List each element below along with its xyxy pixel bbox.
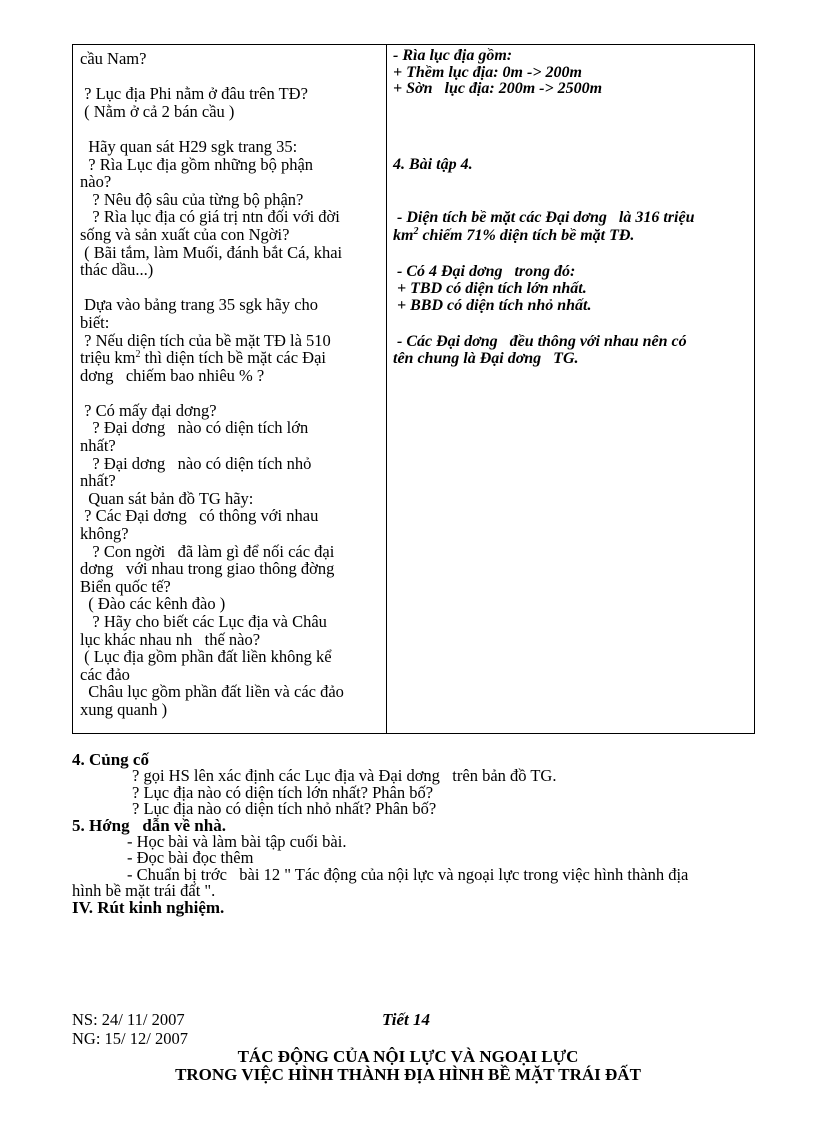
left-line: dơng chiếm bao nhiêu % ? (80, 365, 265, 385)
left-line: lục khác nhau nh thế nào? (80, 629, 261, 649)
oceans-count-block (393, 263, 592, 314)
left-line: Hãy quan sát H29 sgk trang 35: (80, 136, 298, 156)
left-line (80, 120, 380, 138)
consolidation-item: ? Lục địa nào có diện tích nhỏ nhất? Phân bố? (132, 799, 437, 819)
right-line: - Các Đại dơng đều thông với nhau nên có (393, 333, 687, 350)
left-line: ? Nếu diện tích của bề mặt TĐ là 510 (80, 330, 331, 350)
left-line-km2: triệu $km^2$ thì diện tích bề mặt các Đại (80, 348, 327, 368)
right-line: + Sờn lục địa: 200m -> 2500m (393, 80, 603, 97)
continental-margin-block (393, 48, 602, 98)
content-column (387, 45, 754, 733)
ng-date: NG: 15/ 12/ 2007 (72, 1029, 188, 1048)
left-line: xung quanh ) (80, 699, 168, 719)
left-line: nhất? (80, 471, 116, 491)
right-line: - Rìa lục địa gồm: (393, 47, 513, 64)
left-line: sống và sản xuất của con Ngời? (80, 224, 290, 244)
ns-date: NS: 24/ 11/ 2007 (72, 1010, 185, 1029)
left-line: biết: (80, 312, 110, 332)
left-line: Châu lục gồm phần đất liền và các đảo (80, 682, 344, 702)
section-heading-consolidation: 4. Củng cố (72, 750, 149, 769)
left-line: ? Hãy cho biết các Lục địa và Châu (80, 612, 327, 631)
left-line: ? Các Đại dơng có thông với nhau (80, 506, 319, 526)
homework-item: - Đọc bài đọc thêm (127, 848, 254, 868)
consolidation-item: ? Lục địa nào có diện tích lớn nhất? Phân bố? (132, 782, 434, 802)
right-line: + BBD có diện tích nhỏ nhất. (393, 297, 592, 314)
date-block (72, 1010, 188, 1048)
left-line: thác dầu...) (80, 260, 154, 280)
left-line: ( Nằm ở cả 2 bán cầu ) (80, 101, 235, 121)
lesson-sections (72, 752, 762, 916)
left-line (80, 68, 380, 86)
lesson-number: Tiết 14 (382, 1010, 430, 1029)
left-line: ? Đại dơng nào có diện tích lớn (80, 418, 309, 438)
left-line: ? Nêu độ sâu của từng bộ phận? (80, 189, 304, 209)
left-line: ? Rìa lục địa có giá trị ntn đối với đời (80, 207, 340, 227)
left-line: các đảo (80, 664, 130, 684)
left-line: ? Rìa Lục địa gồm những bộ phận (80, 154, 314, 174)
consolidation-item: ? gọi HS lên xác định các Lục địa và Đại dơng trên bản đồ TG. (132, 766, 557, 786)
left-line: không? (80, 524, 129, 544)
left-line: ? Đại dơng nào có diện tích nhỏ (80, 453, 312, 473)
left-line: ( Đào các kênh đào ) (80, 594, 226, 614)
left-line: ? Lục địa Phi nằm ở đâu trên TĐ? (80, 84, 308, 104)
left-line (80, 279, 380, 297)
left-line: ? Con ngời đã làm gì để nối các đại (80, 541, 335, 561)
homework-item: - Học bài và làm bài tập cuối bài. (127, 832, 347, 852)
left-line: ? Có mấy đại dơng? (80, 400, 217, 420)
left-line (80, 384, 380, 402)
left-line: ( Bãi tắm, làm Muối, đánh bắt Cá, khai (80, 242, 343, 262)
homework-item: - Chuẩn bị trớc bài 12 " Tác động của nội lực và ngoại lực trong việc hình thành địa (127, 864, 689, 884)
left-line: Quan sát bản đồ TG hãy: (80, 488, 254, 508)
lesson-title-line2: TRONG VIỆC HÌNH THÀNH ĐỊA HÌNH BỀ MẶT TRÁI ĐẤT (175, 1065, 641, 1084)
right-line-km2: $km^2$ chiếm 71% diện tích bề mặt TĐ. (393, 226, 635, 244)
left-line: nào? (80, 172, 112, 192)
lesson-table (72, 44, 755, 734)
left-line: nhất? (80, 436, 116, 456)
right-line: + TBD có diện tích lớn nhất. (393, 280, 587, 297)
right-line: tên chung là Đại dơng TG. (393, 350, 579, 367)
lesson-title-line1: TÁC ĐỘNG CỦA NỘI LỰC VÀ NGOẠI LỰC (237, 1047, 579, 1066)
right-line: - Có 4 Đại dơng trong đó: (393, 263, 576, 280)
right-line: - Diện tích bề mặt các Đại dơng là 316 triệu (393, 209, 695, 226)
left-line: Biển quốc tế? (80, 576, 171, 596)
world-ocean-block (393, 333, 687, 367)
teacher-activity-column (73, 45, 387, 733)
left-line: dơng với nhau trong giao thông đờng (80, 559, 335, 579)
section-heading-reflection: IV. Rút kinh nghiệm. (72, 897, 225, 917)
right-line: + Thềm lục địa: 0m -> 200m (393, 63, 582, 81)
section-heading-homework: 5. Hớng dẫn về nhà. (72, 815, 226, 835)
homework-continuation: hình bề mặt trái đất ". (72, 881, 216, 901)
left-line: cầu Nam? (80, 49, 147, 68)
right-line: 4. Bài tập 4. (393, 156, 473, 173)
left-line: ( Lục địa gồm phần đất liền không kể (80, 647, 332, 667)
exercise-heading (393, 156, 473, 174)
left-line: Dựa vào bảng trang 35 sgk hãy cho (80, 295, 319, 315)
ocean-area-block (393, 209, 694, 245)
